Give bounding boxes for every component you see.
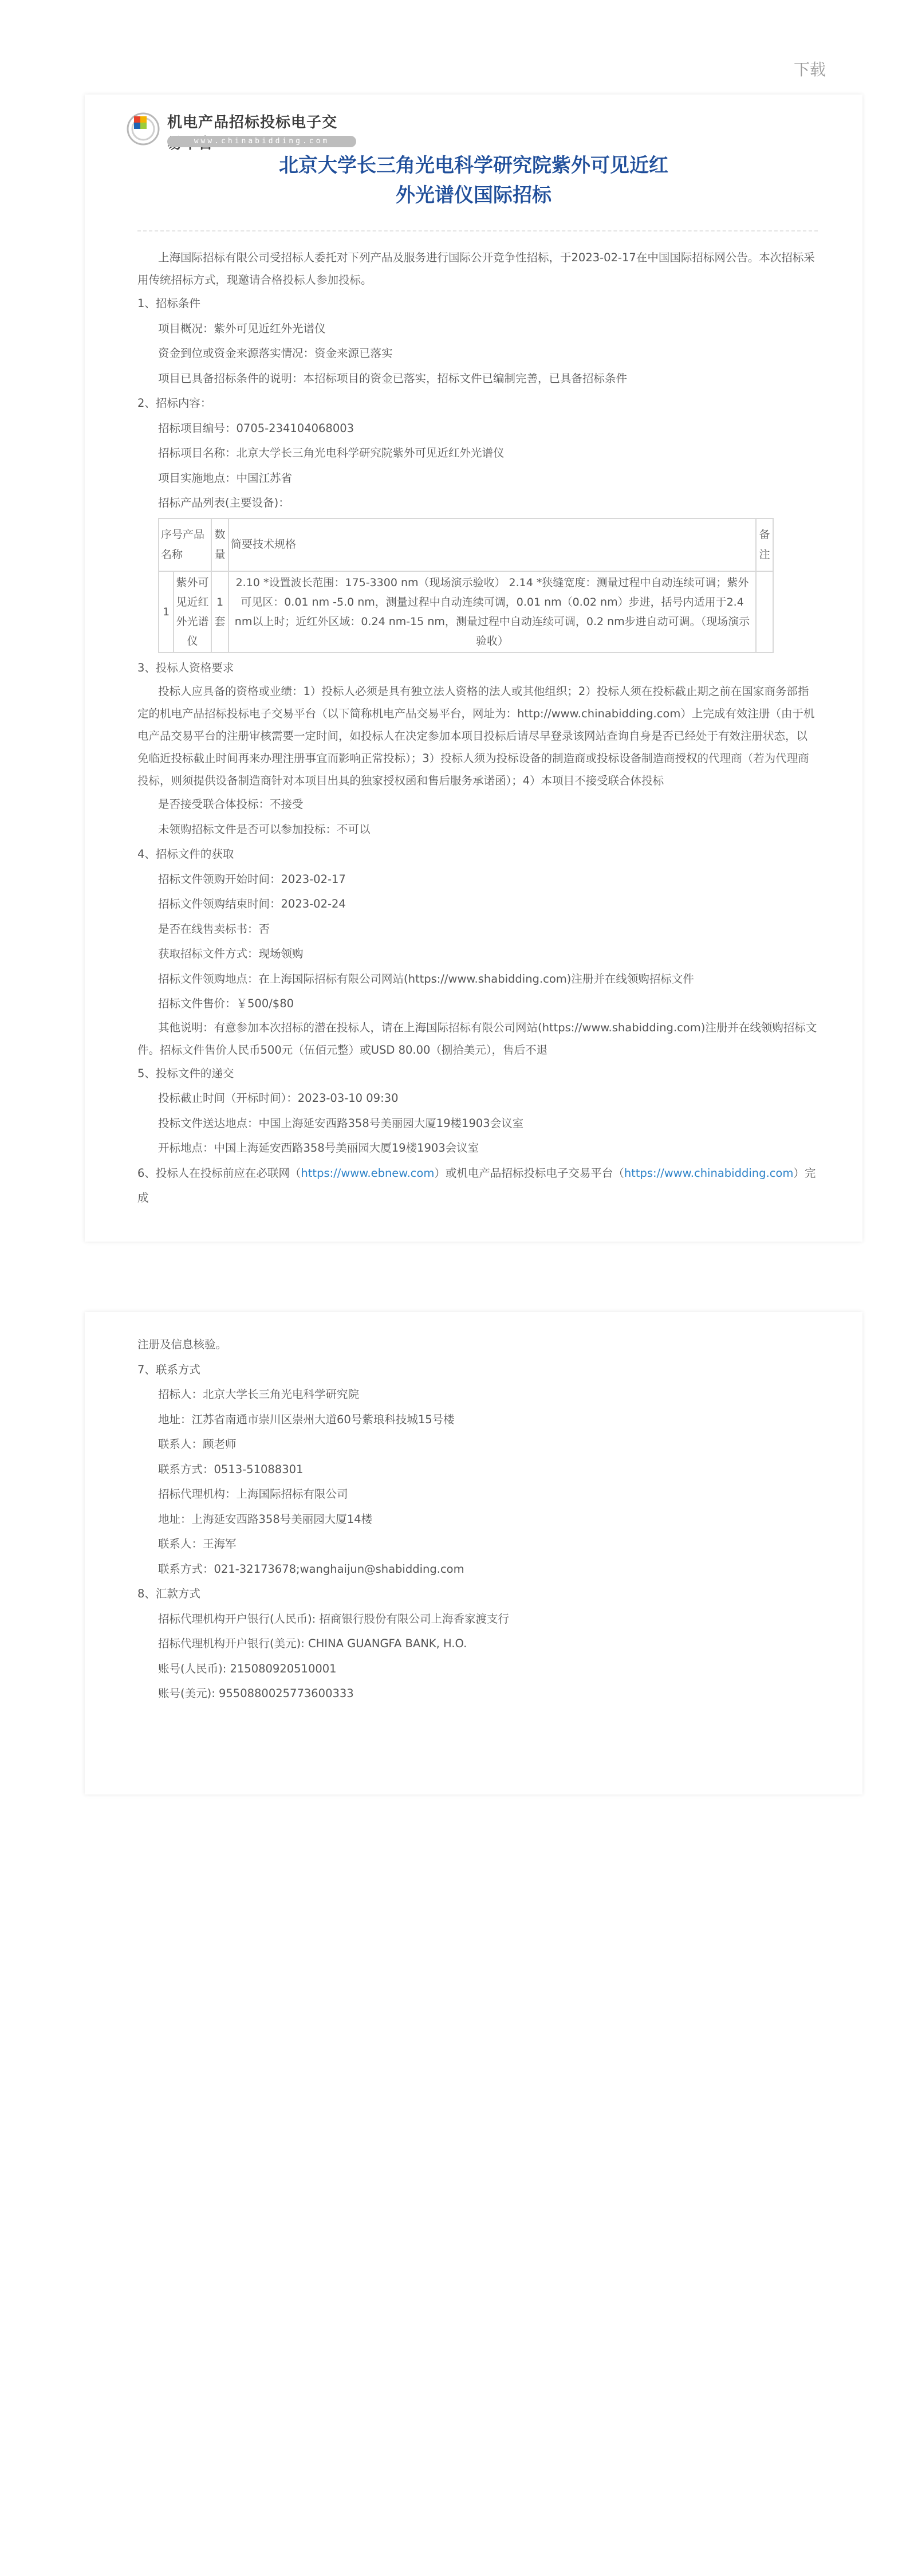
header-note: 备注 <box>756 519 773 571</box>
qualification-paragraph: 投标人应具备的资格或业绩：1）投标人必须是具有独立法人资格的法人或其他组织；2）投标人须在投标截止期之前在国家商务部指定的机电产品招标投标电子交易平台（以下简称机电产品交易平台，网址为：http://www.chinabidding.com）上完成有效注册（由于机电产品交易平台的注册审核需要一定时间，如投标人在决定参加本项目投标后请尽早登录该网站查询自身是否已经处于有效注册状态，以免临近投标截止时间再来办理注册事宜而影响正常投标）；3）投标人须为投标设备的制造商或投标设备制造商授权的代理商（若为代理商投标，则须提供设备制造商针对本项目出具的独家授权函和售后服务承诺函）；4）本项目不接受联合体投标 <box>137 685 815 787</box>
s4-item: 是否在线售卖标书：否 <box>158 922 270 936</box>
title-line-1: 北京大学长三角光电科学研究院紫外可见近红 <box>279 154 668 177</box>
s5-item: 投标截止时间（开标时间）：2023-03-10 09:30 <box>158 1091 399 1105</box>
s4-item: 招标文件领购开始时间：2023-02-17 <box>158 872 346 886</box>
header-spec: 简要技术规格 <box>229 519 756 571</box>
s2-item: 招标项目名称：北京大学长三角光电科学研究院紫外可见近红外光谱仪 <box>158 446 505 460</box>
document-page-2 <box>85 1312 862 1794</box>
cell-note <box>756 571 773 653</box>
s2-item: 招标产品列表(主要设备)： <box>158 496 290 509</box>
s4-item: 招标文件领购结束时间：2023-02-24 <box>158 897 346 910</box>
s7-item: 招标代理机构：上海国际招标有限公司 <box>158 1487 348 1501</box>
s2-item: 项目实施地点：中国江苏省 <box>158 471 293 485</box>
cell-product: 紫外可见近红外光谱仪 <box>174 571 211 653</box>
s8-item: 招标代理机构开户银行(人民币): 招商银行股份有限公司上海香家渡支行 <box>158 1612 509 1625</box>
s5-item: 开标地点：中国上海延安西路358号美丽园大厦19楼1903会议室 <box>158 1141 479 1155</box>
logo-mark-icon <box>126 112 160 146</box>
document-page-1 <box>85 95 862 1242</box>
section-heading-5: 5、投标文件的递交 <box>137 1066 234 1080</box>
table-header-row <box>159 519 773 571</box>
s7-item: 招标人：北京大学长三角光电科学研究院 <box>158 1388 360 1401</box>
cell-spec: 2.10 *设置波长范围：175-3300 nm（现场演示验收） 2.14 *狭缝宽度：测量过程中自动连续可调；紫外可见区：0.01 nm -5.0 nm，测量过程中自动连续可调，0.01 nm（0.02 nm）步进，括号内适用于2.4 nm以上时；近红外区域：0.24 nm-15 nm，测量过程中自动连续可调，0.2 nm步进自动可调。（现场演示验收） <box>229 571 756 653</box>
s4-item: 招标文件售价：￥500/$80 <box>158 997 294 1010</box>
s8-item: 招标代理机构开户银行(美元): CHINA GUANGFA BANK, H.O. <box>158 1637 467 1650</box>
cell-qty: 1套 <box>211 571 229 653</box>
section-heading-6: 6、投标人在投标前应在必联网（https://www.ebnew.com）或机电产品招标投标电子交易平台（https://www.chinabidding.com）完成 <box>137 1166 816 1204</box>
title-divider <box>137 230 818 231</box>
s6-continuation: 注册及信息核验。 <box>137 1338 227 1351</box>
s3-item: 未领购招标文件是否可以参加投标：不可以 <box>158 822 371 836</box>
s7-item: 联系人：顾老师 <box>158 1438 237 1451</box>
document-body-2 <box>137 1332 818 1706</box>
page-title <box>85 151 862 210</box>
product-table <box>158 518 774 653</box>
s1-item: 项目概况：紫外可见近红外光谱仪 <box>158 321 326 335</box>
header-no-name: 序号产品名称 <box>159 519 211 571</box>
ebnew-link[interactable]: https://www.ebnew.com <box>301 1166 435 1180</box>
s4-item: 获取招标文件方式：现场领购 <box>158 947 304 960</box>
s2-item: 招标项目编号：0705-234104068003 <box>158 421 354 435</box>
section-heading-7: 7、联系方式 <box>137 1362 200 1376</box>
title-line-2: 外光谱仪国际招标 <box>396 184 551 207</box>
section-heading-1: 1、招标条件 <box>137 297 200 310</box>
cell-no: 1 <box>159 571 174 653</box>
intro-paragraph: 上海国际招标有限公司受招标人委托对下列产品及服务进行国际公开竞争性招标，于2023-02-17在中国国际招标网公告。本次招标采用传统招标方式，现邀请合格投标人参加投标。 <box>137 251 815 286</box>
s7-item: 地址：上海延安西路358号美丽园大厦14楼 <box>158 1512 373 1526</box>
s5-item: 投标文件送达地点：中国上海延安西路358号美丽园大厦19楼1903会议室 <box>158 1116 524 1130</box>
download-button[interactable]: 下载 <box>794 60 826 79</box>
logo-url: www.chinabidding.com <box>167 136 356 147</box>
section-heading-2: 2、招标内容： <box>137 396 212 410</box>
s7-item: 联系人：王海军 <box>158 1537 237 1550</box>
s3-item: 是否接受联合体投标：不接受 <box>158 798 304 811</box>
other-notes-paragraph: 其他说明：有意参加本次招标的潜在投标人，请在上海国际招标有限公司网站(https://www.shabidding.com)注册并在线领购招标文件。招标文件售价人民币500元（伍佰元整）或USD 80.00（捌拾美元），售后不退 <box>137 1020 817 1057</box>
logo-name: 机电产品招标投标电子交 <box>167 114 338 131</box>
s8-item: 账号(人民币): 215080920510001 <box>158 1662 337 1675</box>
s1-item: 项目已具备招标条件的说明：本招标项目的资金已落实，招标文件已编制完善，已具备招标条件 <box>158 371 628 385</box>
table-row <box>159 571 773 653</box>
chinabidding-link[interactable]: https://www.chinabidding.com <box>624 1166 794 1180</box>
s8-item: 账号(美元): 9550880025773600333 <box>158 1687 354 1700</box>
document-body <box>137 246 818 1211</box>
s1-item: 资金到位或资金来源落实情况：资金来源已落实 <box>158 347 393 360</box>
section-heading-3: 3、投标人资格要求 <box>137 661 234 674</box>
s7-item: 地址：江苏省南通市崇川区崇州大道60号紫琅科技城15号楼 <box>158 1412 455 1426</box>
section-heading-4: 4、招标文件的获取 <box>137 847 234 861</box>
s7-item: 联系方式：021-32173678;wanghaijun@shabidding.com <box>158 1562 464 1576</box>
s7-item: 联系方式：0513-51088301 <box>158 1462 304 1476</box>
header-qty: 数量 <box>211 519 229 571</box>
section-heading-8: 8、汇款方式 <box>137 1587 200 1600</box>
platform-logo <box>126 107 344 152</box>
s4-item: 招标文件领购地点：在上海国际招标有限公司网站(https://www.shabidding.com)注册并在线领购招标文件 <box>158 972 694 985</box>
